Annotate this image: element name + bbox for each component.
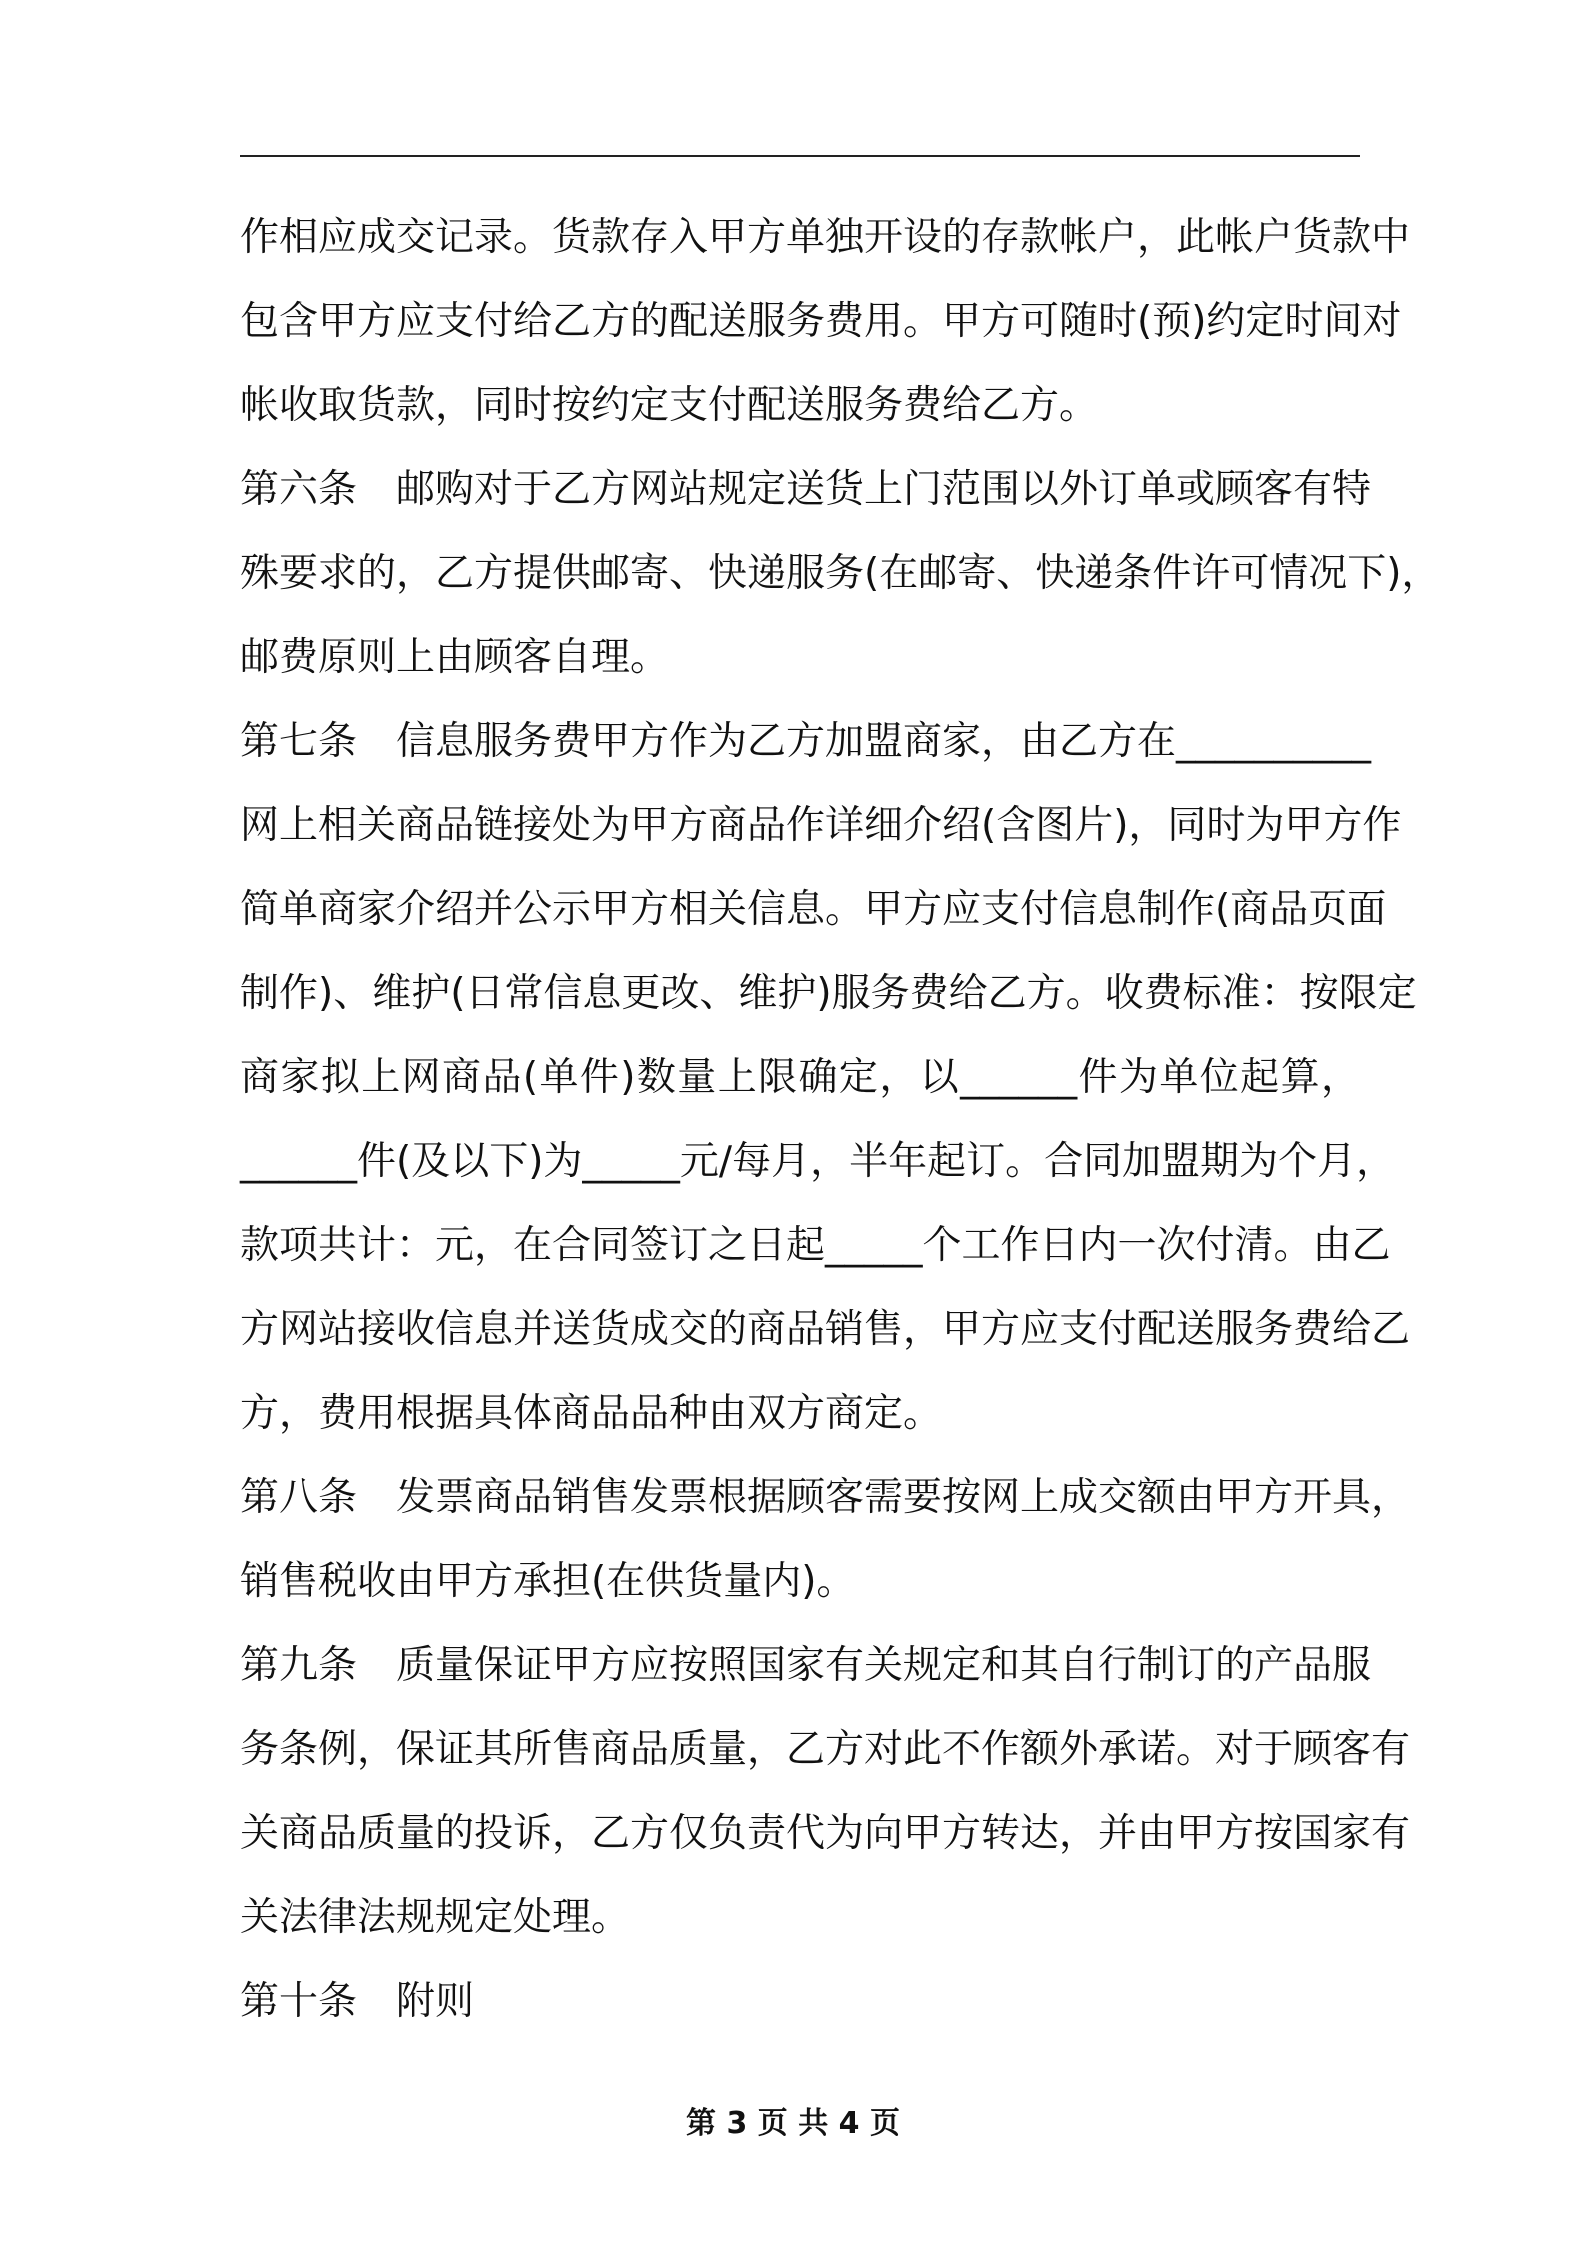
- page-number: 第 3 页 共 4 页: [686, 2106, 900, 2141]
- text-line: 方，费用根据具体商品品种由双方商定。: [240, 1391, 943, 1436]
- text-line: 制作)、维护(日常信息更改、维护)服务费给乙方。收费标准：按限定: [240, 971, 1417, 1016]
- text-line: 第六条 邮购对于乙方网站规定送货上门范围以外订单或顾客有特: [240, 467, 1372, 512]
- text-line: 销售税收由甲方承担(在供货量内)。: [240, 1559, 856, 1604]
- text-line: 邮费原则上由顾客自理。: [240, 635, 670, 680]
- text-line: 简单商家介绍并公示甲方相关信息。甲方应支付信息制作(商品页面: [240, 887, 1387, 932]
- text-line: 第八条 发票商品销售发票根据顾客需要按网上成交额由甲方开具，: [240, 1475, 1411, 1520]
- text-line: 方网站接收信息并送货成交的商品销售，甲方应支付配送服务费给乙: [240, 1307, 1411, 1352]
- paragraph-article-8: [240, 1456, 1411, 1624]
- text-line: 第十条 附则: [240, 1979, 475, 2024]
- text-line: 包含甲方应支付给乙方的配送服务费用。甲方可随时(预)约定时间对: [240, 299, 1402, 344]
- header-rule: [240, 155, 1360, 157]
- text-line: 殊要求的，乙方提供邮寄、快递服务(在邮寄、快递条件许可情况下)，: [240, 551, 1441, 596]
- text-line: 第七条 信息服务费甲方作为乙方加盟商家，由乙方在__________: [240, 719, 1372, 764]
- text-line: 务条例，保证其所售商品质量，乙方对此不作额外承诺。对于顾客有: [240, 1727, 1411, 1772]
- paragraph-article-7: [240, 700, 1417, 1456]
- text-line: 作相应成交记录。货款存入甲方单独开设的存款帐户，此帐户货款中: [240, 215, 1411, 260]
- text-line: 关商品质量的投诉，乙方仅负责代为向甲方转达，并由甲方按国家有: [240, 1811, 1411, 1856]
- text-line: 网上相关商品链接处为甲方商品作详细介绍(含图片)，同时为甲方作: [240, 803, 1402, 848]
- text-line: 关法律法规规定处理。: [240, 1895, 631, 1940]
- text-line: 第九条 质量保证甲方应按照国家有关规定和其自行制订的产品服: [240, 1643, 1372, 1688]
- text-line: 帐收取货款，同时按约定支付配送服务费给乙方。: [240, 383, 1099, 428]
- paragraph-article-6: [240, 448, 1441, 700]
- text-line: 款项共计：元，在合同签订之日起_____个工作日内一次付清。由乙: [240, 1223, 1391, 1268]
- text-line: 商家拟上网商品(单件)数量上限确定，以______件为单位起算，: [240, 1055, 1360, 1100]
- paragraph-article-10: [240, 1960, 1360, 2044]
- paragraph-article-9: [240, 1624, 1411, 1960]
- document-body: [240, 196, 1441, 2044]
- paragraph-article-5-continued: [240, 196, 1411, 448]
- text-line: ______件(及以下)为_____元/每月，半年起订。合同加盟期为个月，: [240, 1139, 1396, 1184]
